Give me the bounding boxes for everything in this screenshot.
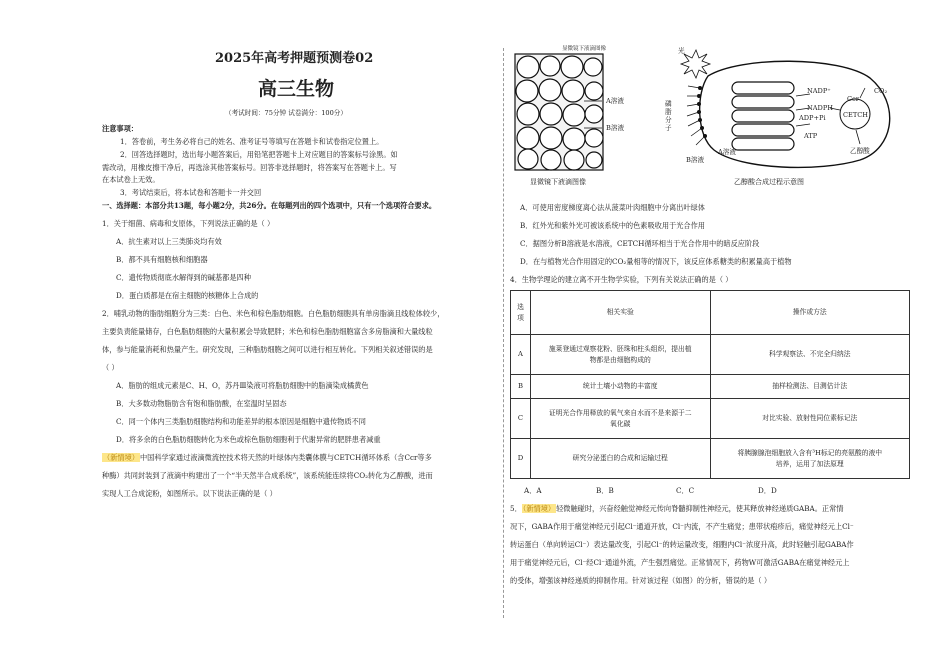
q4-answer-d: D．D <box>758 486 777 495</box>
fig-right-caption: 乙醇酸合成过程示意图 <box>734 178 804 186</box>
table-cell: 施莱登通过观察花粉、胚珠和柱头组织，提出植 物都是由细胞构成的 <box>530 335 710 375</box>
table-cell: A <box>511 335 531 375</box>
table-row <box>511 399 910 439</box>
notice-item: 在本试卷上无效。 <box>102 175 160 184</box>
q5-line: 用于痛觉神经元后，Cl⁻经Cl⁻通道外流，产生强烈痛觉。正常情况下，药物W可激活GABA在痛觉神经元上 <box>510 558 850 567</box>
q2-option-d: D．将多余的白色脂肪细胞转化为米色或棕色脂肪细胞利于代谢异常的肥胖患者减重 <box>116 435 381 444</box>
table-cell: 将胰腺腺泡细胞放入含有³H标记的亮氨酸的液中 培养，运用了加法原理 <box>710 439 910 479</box>
new-context-tag: （新情境） <box>103 453 139 462</box>
label-a-solution: A溶液 <box>606 97 624 105</box>
q4-stem: 4．生物学理论的建立离不开生物学实验，下列有关说法正确的是（ ） <box>510 275 733 284</box>
q2-line: 主要负责能量储存，白色脂肪细胞的大量积累会导致肥胖；米色和棕色脂肪细胞富含多房脂滴和大量线粒 <box>102 327 433 336</box>
label-co2: CO₂ <box>874 87 888 95</box>
notice-heading: 注意事项： <box>102 124 138 133</box>
new-context-tag: （新情境） <box>522 504 556 513</box>
q2-line: 2．哺乳动物的脂肪细胞分为三类：白色、米色和棕色脂肪细胞。白色脂肪细胞具有单房脂滴且线粒体较少， <box>102 309 445 318</box>
label-adp: ADP+Pi <box>799 114 826 122</box>
exam-info: （考试时间：75分钟 试卷满分：100分） <box>225 109 347 117</box>
q3-line: 种酶）共同封装到了液滴中构建出了一个“半天然半合成系统”，该系统能连续将CO₂转化为乙醇酸，进而 <box>102 471 433 480</box>
label-glycolate: 乙醇酸 <box>850 147 870 155</box>
subject-title: 高三生物 <box>258 78 335 100</box>
table-cell: 证明光合作用释放的氧气来自水而不是来源于二 氧化碳 <box>530 399 710 439</box>
table-cell: 研究分泌蛋白的合成和运输过程 <box>530 439 710 479</box>
table-cell: 抽样检测法、目测估计法 <box>710 375 910 399</box>
notice-item: 3．考试结束后，将本试卷和答题卡一并交回 <box>120 188 262 197</box>
q1-stem: 1．关于细菌、病毒和支原体，下列说法正确的是（ ） <box>102 219 275 228</box>
q2-option-b: B．大多数动物脂肪含有饱和脂肪酸，在室温时呈固态 <box>116 399 287 408</box>
notice-item: 需改动，用橡皮擦干净后，再选涂其他答案标号。回答非选择题时，将答案写在答题卡上。写 <box>102 163 397 172</box>
label-b-solution: B溶液 <box>606 124 625 132</box>
q3-option-c: C．据图分析B溶液是水溶液，CETCH循环相当于光合作用中的暗反应阶段 <box>520 239 760 248</box>
table-cell: C <box>511 399 531 439</box>
table-cell: 科学观察法、不完全归纳法 <box>710 335 910 375</box>
experiment-table <box>510 290 910 479</box>
label-a-solution-2: A溶液 <box>718 148 736 156</box>
q5-line: 况下，GABA作用于痛觉神经元引起Cl⁻通道开放，Cl⁻内流，不产生痛觉；患带状疱疹后，痛觉神经元上Cl⁻ <box>510 522 854 531</box>
q5-line: 的受体，增强该神经递质的抑制作用。针对该过程（如图）的分析，错误的是（ ） <box>510 576 772 585</box>
label-cetch: CETCH <box>843 111 869 119</box>
fig-left-top-label: 显微镜下液滴图像 <box>562 46 607 52</box>
exam-title: 2025年高考押题预测卷02 <box>215 51 374 66</box>
fig-left-caption: 显微镜下液滴图像 <box>530 178 586 186</box>
notice-item: 2．回答选择题时，选出每小题答案后，用铅笔把答题卡上对应题目的答案标号涂黑。如 <box>120 150 398 159</box>
q2-line: （ ） <box>102 363 119 372</box>
q5-line: 转运蛋白（单向转运Cl⁻）表达量改变，引起Cl⁻的转运量改变，细胞内Cl⁻浓度升高，此时轻触引起GABA作 <box>510 540 854 549</box>
label-ccr: Ccr <box>847 95 859 103</box>
q5-line: 5．（新情境）轻微触碰时，兴奋经触觉神经元传向脊髓抑制性神经元，使其释放神经递质GABA。正常情 <box>510 504 844 513</box>
label-nadph: NADPH <box>807 104 834 112</box>
q4-answer-c: C．C <box>676 486 695 495</box>
q2-line: 体，参与能量消耗和热量产生。研究发现，三种脂肪细胞之间可以进行相互转化。下列相关叙述错误的是 <box>102 345 433 354</box>
label-nadp-plus: NADP⁺ <box>807 87 831 95</box>
table-cell: 对比实验、放射性同位素标记法 <box>710 399 910 439</box>
section-heading: 一、选择题：本部分共13题，每小题2分，共26分。在每题列出的四个选项中，只有一个选项符合要求。 <box>102 201 437 210</box>
q3-option-b: B．红外光和紫外光可被该系统中的色素吸收用于光合作用 <box>520 221 705 230</box>
q2-option-c: C．同一个体内三类脂肪细胞结构和功能差异的根本原因是细胞中遗传物质不同 <box>116 417 366 426</box>
table-cell: D <box>511 439 531 479</box>
q1-option-c: C．遗传物质彻底水解得到的碱基都是四种 <box>116 273 251 282</box>
label-lipid: 磷脂分子 <box>665 100 672 132</box>
table-cell: 统计土壤小动物的丰富度 <box>530 375 710 399</box>
q3-line: （新情境）中国科学家通过液滴微流控技术将天然的叶绿体内类囊体膜与CETCH循环体系（含Ccr等多 <box>103 453 432 462</box>
q1-option-b: B．都不具有细胞核和细胞器 <box>116 255 208 264</box>
table-row <box>511 335 910 375</box>
label-light: 光 <box>678 47 685 55</box>
q1-option-a: A．抗生素对以上三类肺炎均有效 <box>116 237 222 246</box>
label-atp: ATP <box>804 132 818 140</box>
q4-answer-a: A．A <box>524 486 542 495</box>
q1-option-d: D．蛋白质都是在宿主细胞的核糖体上合成的 <box>116 291 259 300</box>
q3-line: 实现人工合成淀粉，如图所示。以下说法正确的是（ ） <box>102 489 277 498</box>
table-row <box>511 439 910 479</box>
q4-answer-b: B．B <box>596 486 614 495</box>
label-b-solution-2: B溶液 <box>686 156 705 164</box>
table-cell: B <box>511 375 531 399</box>
table-header-cell: 操作或方法 <box>710 291 910 335</box>
q3-option-d: D．在与植物光合作用固定的CO₂量相等的情况下，该反应体系糖类的积累量高于植物 <box>520 257 792 266</box>
glycolate-schematic <box>670 48 910 170</box>
q2-option-a: A．脂肪的组成元素是C、H、O，苏丹Ⅲ染液可将脂肪细胞中的脂滴染成橘黄色 <box>116 381 369 390</box>
table-header-cell: 选项 <box>511 291 531 335</box>
column-divider <box>503 48 504 618</box>
notice-item: 1．答卷前，考生务必将自己的姓名、准考证号等填写在答题卡和试卷指定位置上。 <box>120 137 384 146</box>
table-header-cell: 相关实验 <box>530 291 710 335</box>
table-header-row <box>511 291 910 335</box>
droplet-image <box>514 53 604 171</box>
q3-option-a: A．可使用密度梯度离心法从菠菜叶肉细胞中分离出叶绿体 <box>520 203 705 212</box>
table-row <box>511 375 910 399</box>
